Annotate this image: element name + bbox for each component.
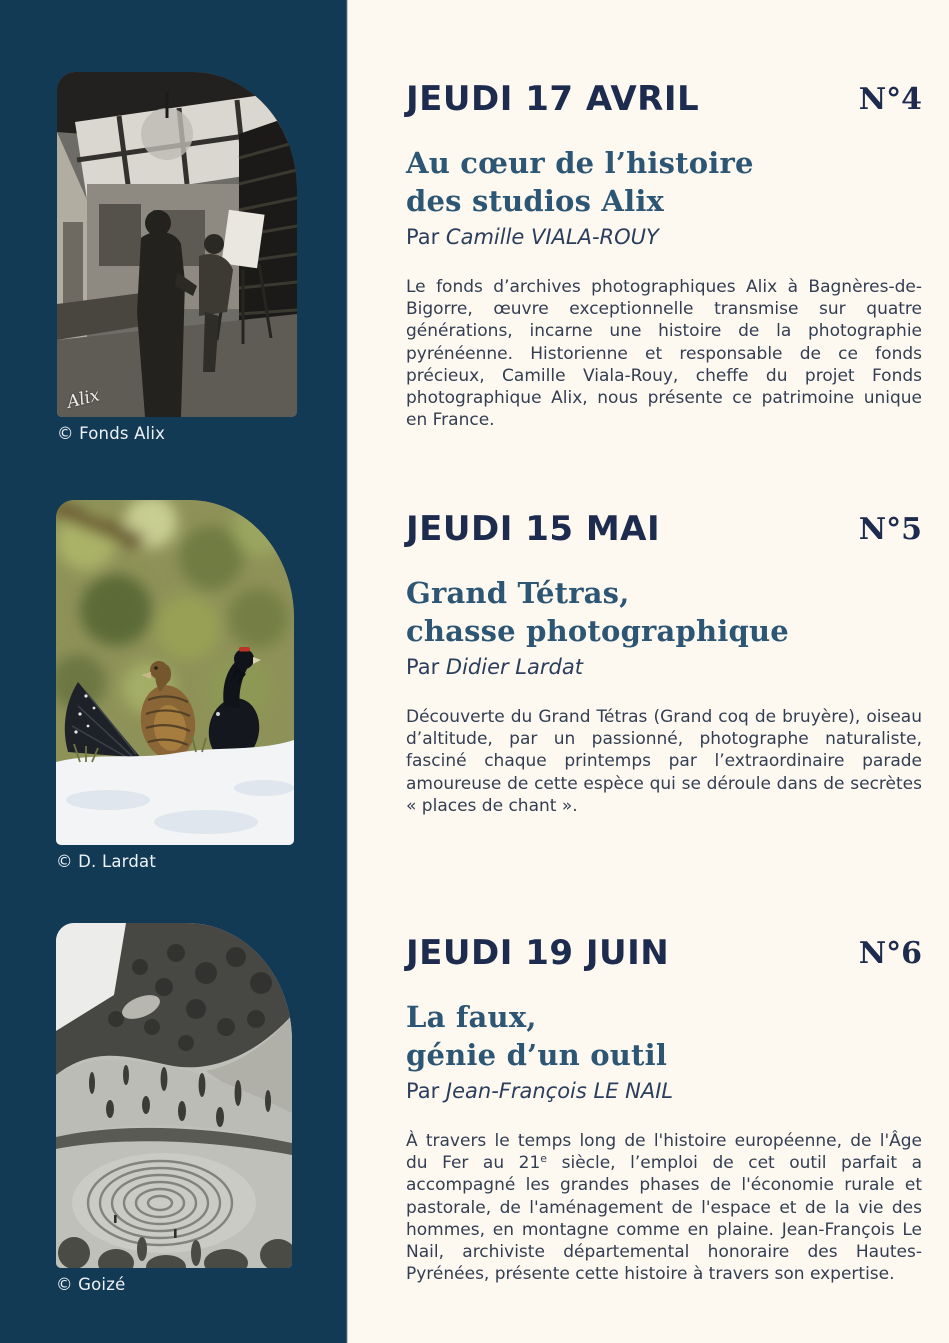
paysage-photo-illustration (56, 923, 292, 1268)
event-entry-mai (406, 510, 922, 817)
photo-signature-alix: Alix (65, 385, 102, 413)
event-byline (406, 654, 922, 681)
event-description (406, 276, 922, 432)
studio-photo-image (57, 72, 297, 417)
event-entry-juin (406, 934, 922, 1286)
event-date-row (406, 80, 922, 119)
event-date: JEUDI 17 AVRIL (406, 79, 700, 119)
event-title-line2: chasse photographique (406, 613, 789, 648)
photo-credit-goize: © Goizé (56, 1275, 126, 1294)
tetras-photo-image (56, 500, 294, 845)
event-byline (406, 1078, 922, 1105)
event-title (406, 575, 922, 650)
speaker-name: Camille VIALA-ROUY (445, 225, 659, 250)
event-title (406, 999, 922, 1074)
description-text-end: siècle, l’emploi de cet outil parfait a accompagné les grandes phases de l'économie rurale et pastorale, de l'aménagement de l'espace et de la vie des hommes, en montagne comme en plaine. Jean-François Le Nail, archiviste départemental honoraire des Hautes-Pyrénées, présente cette histoire à travers son expertise. (406, 1153, 922, 1285)
figure-grand-tetras (56, 500, 294, 871)
event-title-line1: La faux, (406, 1000, 537, 1035)
event-entry-avril (406, 80, 922, 432)
tetras-photo-illustration (56, 500, 294, 845)
event-title-line1: Au cœur de l’histoire (406, 146, 754, 181)
photo-sidebar (0, 0, 347, 1343)
event-number: N°4 (858, 82, 922, 117)
paysage-photo-image (56, 923, 292, 1268)
speaker-name: Jean-François LE NAIL (445, 1079, 674, 1104)
description-text: À travers le temps long de l'histoire européenne, de l'Âge du Fer au 21 (406, 1130, 922, 1174)
photo-credit-lardat: © D. Lardat (56, 852, 156, 871)
event-date: JEUDI 15 MAI (406, 509, 661, 549)
byline-prefix: Par (406, 1079, 446, 1104)
speaker-name: Didier Lardat (445, 655, 583, 680)
event-title-line2: des studios Alix (406, 183, 665, 218)
event-number: N°5 (858, 512, 922, 547)
byline-prefix: Par (406, 655, 446, 680)
event-title (406, 145, 922, 220)
event-title-line2: génie d’un outil (406, 1037, 668, 1072)
event-description (406, 1130, 922, 1286)
event-description (406, 706, 922, 817)
byline-prefix: Par (406, 225, 446, 250)
description-superscript: e (540, 1152, 548, 1166)
description-text: Découverte du Grand Tétras (Grand coq de bruyère), oiseau d’altitude, par un passionné, photographe naturaliste, fasciné chaque printemps par l’extraordinaire parade amoureuse de cette espèce qui se déroule dans de secrètes « places de chant ». (406, 706, 922, 816)
photo-credit-fonds-alix: © Fonds Alix (57, 424, 166, 443)
figure-paysage-faux (56, 923, 292, 1294)
figure-studio-alix (57, 72, 297, 443)
description-text: Le fonds d’archives photographiques Alix à Bagnères-de-Bigorre, œuvre exceptionnelle transmise sur quatre générations, incarne une histoire de la photographie pyrénéenne. Historienne et responsable de ce fonds précieux, Camille Viala-Rouy, cheffe du projet Fonds photographique Alix, nous présente ce patrimoine unique en France. (406, 276, 922, 431)
event-byline (406, 224, 922, 251)
event-date: JEUDI 19 JUIN (406, 933, 670, 973)
event-date-row (406, 934, 922, 973)
event-title-line1: Grand Tétras, (406, 576, 630, 611)
studio-photo-illustration (57, 72, 297, 417)
event-date-row (406, 510, 922, 549)
event-number: N°6 (858, 936, 922, 971)
